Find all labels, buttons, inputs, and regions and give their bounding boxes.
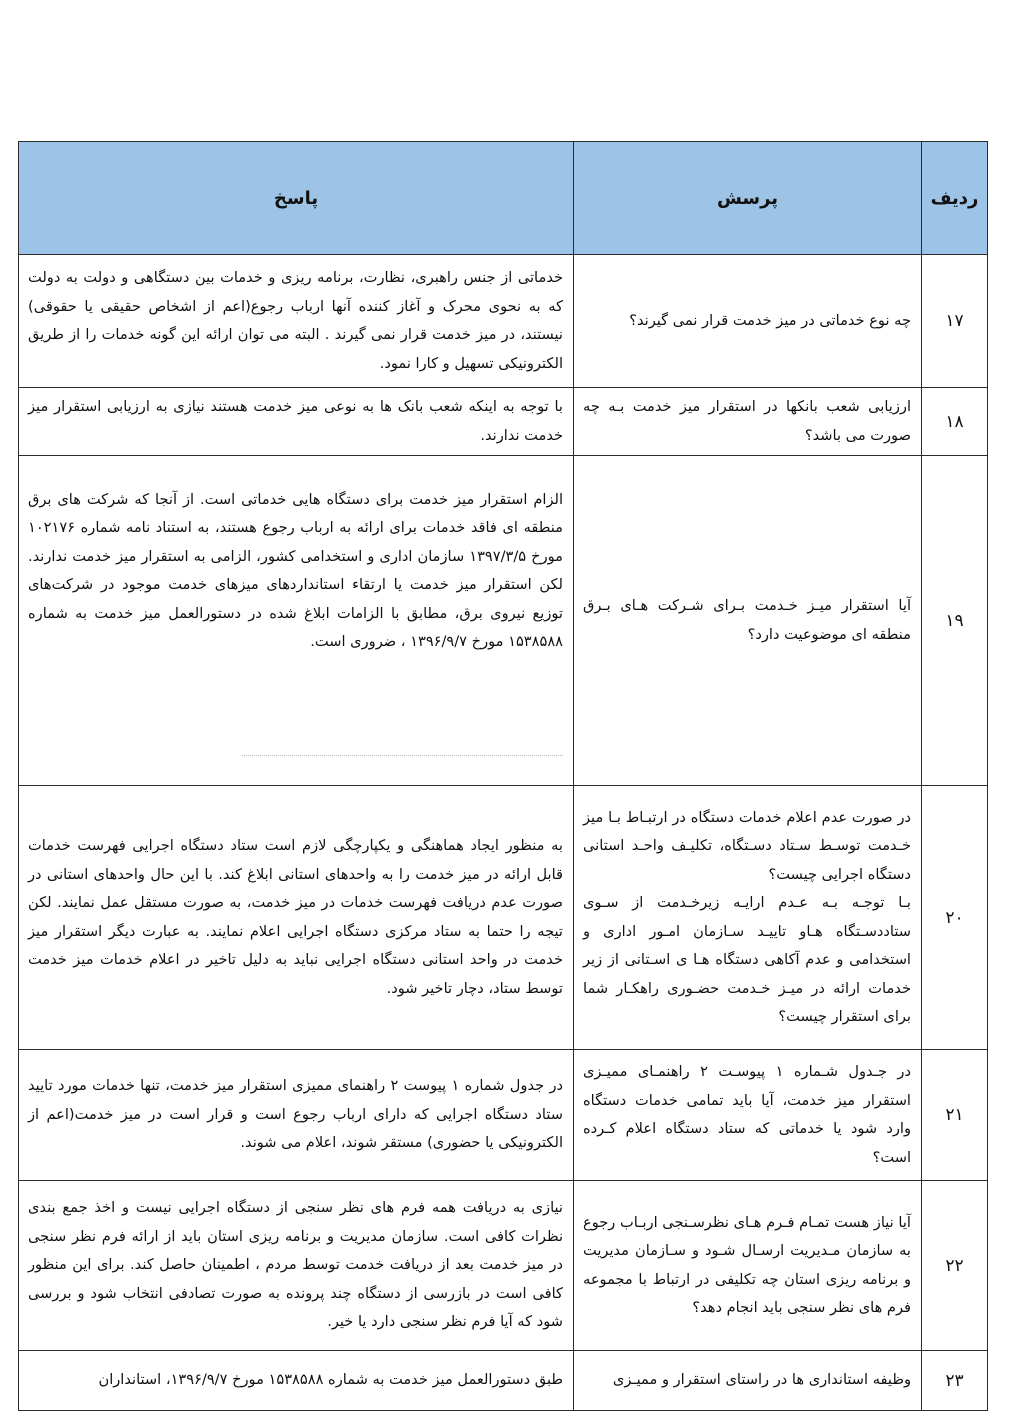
table-row <box>19 786 988 1050</box>
answer-cell: نیازی به دریافت همه فرم های نظر سنجی از دستگاه اجرایی نیست و اخذ جمع بندی نظرات کافی است. سازمان مدیریت و برنامه ریزی استان باید از ارائه فرم نظر سنجی در میز خدمت بعد از دریافت خدمت توسط مردم ، اطمینان حاصل کند. برای این منظور کافی است در بازرسی از دستگاه چند پرونده به صورت تصادفی انتخاب شود و بررسی شود که آیا فرم نظر سنجی دارد یا خیر. <box>19 1181 574 1351</box>
question-cell: آیا نیاز هست تمـام فـرم هـای نظرسـنجی اربـاب رجوع به سازمان مـدیریت ارسـال شـود و سـازمان مدیریت و برنامه ریزی استان چه تکلیفی در ارتباط با مجموعه فرم های نظر سنجی باید انجام دهد؟ <box>574 1181 922 1351</box>
question-cell: آیا استقرار میـز خـدمت بـرای شـرکت هـای بـرق منطقه ای موضوعیت دارد؟ <box>574 456 922 786</box>
question-cell: در جـدول شـماره ۱ پیوسـت ۲ راهنمـای ممیـزی استقرار میز خدمت، آیا باید تمامی خدمات دستگاه وارد شود یا خدماتی که ستاد دستگاه اعلام کـرده است؟ <box>574 1050 922 1181</box>
table-row <box>19 456 988 786</box>
table-row <box>19 255 988 388</box>
question-part-1: در صورت عدم اعلام خدمات دستگاه در ارتبـاط بـا میز خـدمت توسـط سـتاد دسـتگاه، تکلیـف واحـد استانی دستگاه اجرایی چیست؟ <box>583 808 911 883</box>
question-cell: وظیفه استانداری ها در راستای استقرار و ممیـزی <box>574 1351 922 1411</box>
table-row <box>19 1050 988 1181</box>
table-row <box>19 388 988 456</box>
answer-cell: به منظور ایجاد هماهنگی و یکپارچگی لازم است ستاد دستگاه اجرایی فهرست خدمات قابل ارائه در میز خدمت را به واحدهای استانی ابلاغ کند. با این حال واحدهای استانی در صورت عدم دریافت فهرست خدمات در میز خدمت، به صورت مستقل عمل نمایند. لکن تیجه را حتما به ستاد مرکزی دستگاه اجرایی اعلام نمایند. به عبارت دیگر استقرار میز خدمت در واحد استانی دستگاه اجرایی نباید به دلیل تاخیر در اعلام خدمات میز خدمت توسط ستاد، دچار تاخیر شود. <box>19 786 574 1050</box>
question-part-2: بـا توجـه بـه عـدم ارایـه زیرخـدمت از سـوی ستاددسـتگاه هـاو تاییـد سـازمان امـور اداری و استخدامی و عدم آکاهی دستگاه هـا ی اسـتانی از زیر خدمات ارائه در میـز خـدمت حضـوری راهکـار شما برای استقرار چیست؟ <box>583 894 911 1025</box>
question-cell <box>574 786 922 1050</box>
answer-cell <box>19 456 574 786</box>
question-cell: چه نوع خدماتی در میز خدمت قرار نمی گیرند؟ <box>574 255 922 388</box>
header-answer: پاسخ <box>19 142 574 255</box>
row-number: ۱۷ <box>922 255 988 388</box>
answer-cell: خدماتی از جنس راهبری، نظارت، برنامه ریزی و خدمات بین دستگاهی و دولت به دولت که به نحوی محرک و آغاز کننده آنها ارباب رجوع(اعم از اشخاص حقیقی یا حقوقی) نیستند، در میز خدمت قرار نمی گیرند . البته می توان ارائه این گونه خدمات را از طریق الکترونیکی تسهیل و کارا نمود. <box>19 255 574 388</box>
row-number: ۲۳ <box>922 1351 988 1411</box>
table-row <box>19 1351 988 1411</box>
table-header-row <box>19 142 988 255</box>
row-number: ۲۲ <box>922 1181 988 1351</box>
faq-table <box>18 141 988 1411</box>
faint-dotted-line <box>242 749 563 756</box>
header-question: پرسش <box>574 142 922 255</box>
row-number: ۲۱ <box>922 1050 988 1181</box>
row-number: ۱۸ <box>922 388 988 456</box>
answer-cell: در جدول شماره ۱ پیوست ۲ راهنمای ممیزی استقرار میز خدمت، تنها خدمات مورد تایید ستاد دستگاه اجرایی که دارای ارباب رجوع است و قرار است در میز خدمت(اعم از الکترونیکی یا حضوری) مستقر شوند، اعلام می شوند. <box>19 1050 574 1181</box>
table-row <box>19 1181 988 1351</box>
row-number: ۲۰ <box>922 786 988 1050</box>
answer-cell: با توجه به اینکه شعب بانک ها به نوعی میز خدمت هستند نیازی به ارزیابی استقرار میز خدمت ندارند. <box>19 388 574 456</box>
question-cell: ارزیابی شعب بانکها در استقرار میز خدمت بـه چه صورت می باشد؟ <box>574 388 922 456</box>
header-row-number: ردیف <box>922 142 988 255</box>
answer-text: الزام استقرار میز خدمت برای دستگاه هایی خدماتی است. از آنجا که شرکت های برق منطقه ای فاقد خدمات برای ارائه به ارباب رجوع هستند، به استناد نامه شماره ۱۰۲۱۷۶ مورخ ۱۳۹۷/۳/۵ سازمان اداری و استخدامی کشور، الزامی به استقرار میز خدمت ندارند. لکن استقرار میز خدمت یا ارتقاء استانداردهای میزهای خدمت موجود در شرکت‌های توزیع نیروی برق، مطابق با الزامات ابلاغ شده در دستورالعمل میز خدمت به شماره ۱۵۳۸۵۸۸ مورخ ۱۳۹۶/۹/۷ ، ضروری است. <box>28 490 563 650</box>
row-number: ۱۹ <box>922 456 988 786</box>
answer-cell: طبق دستورالعمل میز خدمت به شماره ۱۵۳۸۵۸۸ مورخ ۱۳۹۶/۹/۷، استانداران <box>19 1351 574 1411</box>
